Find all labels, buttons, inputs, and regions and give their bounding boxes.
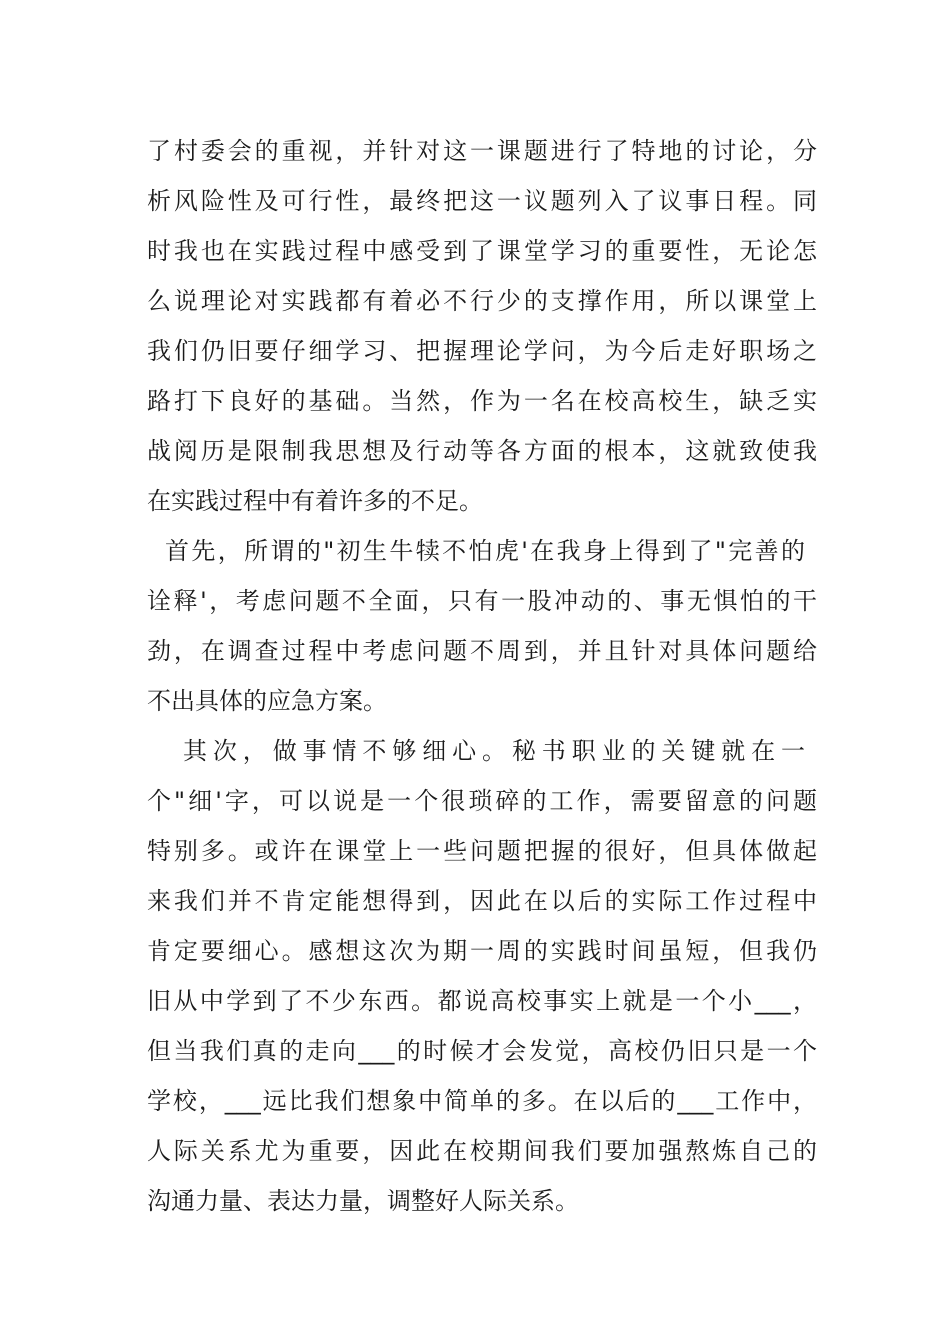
text-line: 时我也在实践过程中感受到了课堂学习的重要性，无论怎 [147, 237, 817, 265]
text-line: 学校，___远比我们想象中简单的多。在以后的___工作中， [147, 1087, 817, 1115]
text-line: 人际关系尤为重要，因此在校期间我们要加强熬炼自己的 [147, 1137, 817, 1165]
text-line: 旧从中学到了不少东西。都说高校事实上就是一个小___， [147, 987, 817, 1015]
text-line: 其次，做事情不够细心。秘书职业的关键就在一 [183, 737, 805, 765]
text-line: 诠释'，考虑问题不全面，只有一股冲动的、事无惧怕的干 [147, 587, 817, 615]
text-line: 了村委会的重视，并针对这一课题进行了特地的讨论，分 [147, 137, 817, 165]
text-line: 么说理论对实践都有着必不行少的支撑作用，所以课堂上 [147, 287, 817, 315]
text-line: 肯定要细心。感想这次为期一周的实践时间虽短，但我仍 [147, 937, 817, 965]
text-line: 来我们并不肯定能想得到，因此在以后的实际工作过程中 [147, 887, 817, 915]
text-line: 在实践过程中有着许多的不足。 [147, 487, 483, 515]
text-line: 路打下良好的基础。当然，作为一名在校高校生，缺乏实 [147, 387, 817, 415]
text-line: 战阅历是限制我思想及行动等各方面的根本，这就致使我 [147, 437, 817, 465]
text-line: 沟通力量、表达力量，调整好人际关系。 [147, 1187, 579, 1215]
text-line: 特别多。或许在课堂上一些问题把握的很好，但具体做起 [147, 837, 817, 865]
text-line: 但当我们真的走向___的时候才会发觉，高校仍旧只是一个 [147, 1037, 817, 1065]
text-line: 析风险性及可行性，最终把这一议题列入了议事日程。同 [147, 187, 817, 215]
text-line: 首先，所谓的"初生牛犊不怕虎'在我身上得到了"完善的 [165, 537, 805, 565]
text-line: 我们仍旧要仔细学习、把握理论学问，为今后走好职场之 [147, 337, 817, 365]
text-line: 劲，在调查过程中考虑问题不周到，并且针对具体问题给 [147, 637, 817, 665]
text-line: 个"细'字，可以说是一个很琐碎的工作，需要留意的问题 [147, 787, 817, 815]
text-line: 不出具体的应急方案。 [147, 687, 387, 715]
